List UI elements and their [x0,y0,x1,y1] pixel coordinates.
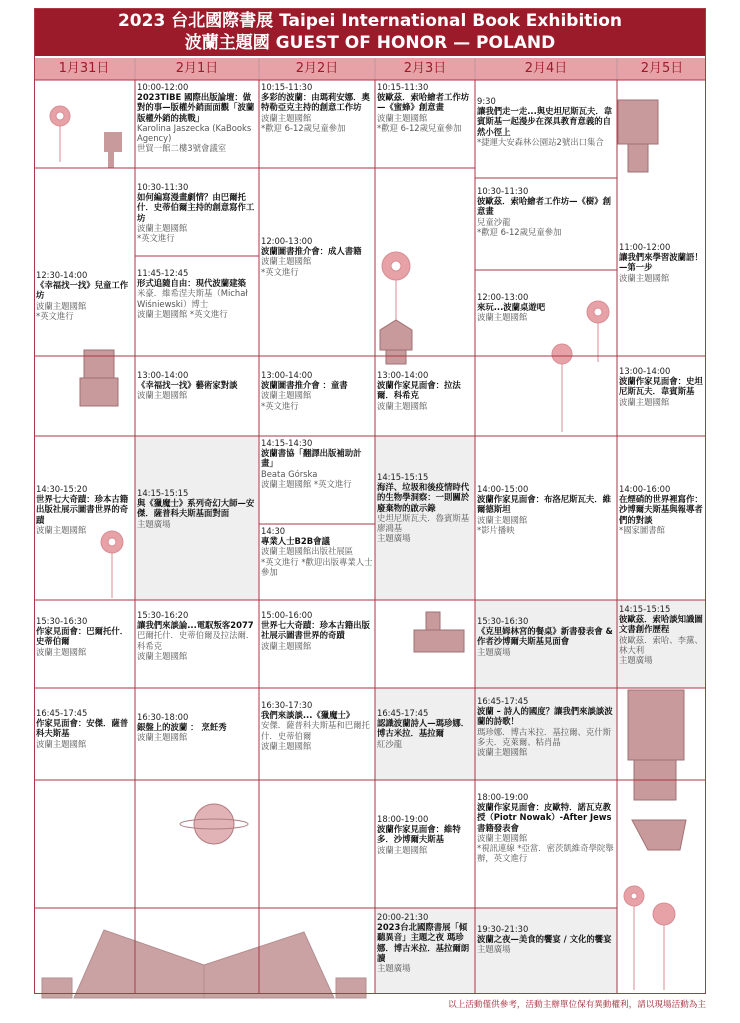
event-card[interactable] [377,912,473,992]
reading-figure-icon [628,690,686,850]
event-title: 波蘭作家見面會：維特多．沙博爾夫斯基 [377,824,461,845]
event-venue: 巴爾托什．史蒂伯爾及拉法爾．科希克 [137,630,255,651]
event-time: 15:00-16:00 [261,610,313,620]
event-time: 9:30 [477,96,496,106]
event-title: 《幸福找一找》藝術家對談 [137,380,238,391]
event-time: 14:15-14:30 [261,438,313,448]
event-title: 多彩的波蘭：由瑪莉安娜．奧特勒亞克主持的創意工作坊 [261,92,370,113]
event-title: 波蘭 – 詩人的國度？讓我們來談談波蘭的詩歌！ [477,706,613,727]
event-card[interactable] [137,712,257,768]
event-note: *歡迎 6-12歲兒童參加 [377,122,462,133]
event-note: *英文進行 [261,266,299,277]
day-header-1: 2月1日 [136,58,258,80]
event-venue: 波蘭主題國館 [137,390,188,401]
event-title: 波蘭作家見面會：史坦尼斯瓦夫．韋賓斯基 [619,376,703,397]
event-time: 14:00-16:00 [619,484,671,494]
event-title: 專業人士B2B會議 [261,536,330,547]
event-title: 作家見面會：巴爾托什．史蒂伯爾 [36,626,129,647]
event-time: 16:45-17:45 [477,696,529,706]
event-card[interactable] [261,438,373,522]
event-venue: 波蘭主題國館 [137,222,188,233]
day-header-3: 2月3日 [376,58,474,80]
event-time: 16:30-17:30 [261,700,313,710]
event-title: 與《獵魔士》系列奇幻大師—安傑．薩普科夫斯基面對面 [137,498,255,519]
event-venue: 波蘭主題國館 [261,640,312,651]
event-card[interactable] [137,82,257,166]
event-title: 海洋、垃圾和後疫情時代的生物學洞察：一則關於廢棄物的啟示錄 [377,482,470,513]
event-card[interactable] [477,484,615,548]
event-time: 14:15-15:15 [619,604,671,614]
event-note: *英文進行 [261,400,299,411]
event-card[interactable] [377,708,473,768]
event-venue: 波蘭主題國館 [377,400,428,411]
event-time: 16:30-18:00 [137,712,189,722]
planet-icon [180,804,248,844]
event-venue: 米豪．維希涅夫斯基（Michał Wiśniewski）博士 [137,288,248,309]
event-venue: 主題廣場 [477,944,511,955]
event-card[interactable] [477,792,615,904]
event-card[interactable] [377,472,473,572]
event-card[interactable] [619,366,705,434]
event-time: 13:00-14:00 [137,370,189,380]
event-venue: Beata Górska [261,468,318,479]
event-venue: 波蘭主題國館 [377,112,428,123]
event-title: 彼歐茲．索哈談知識圖文書創作歷程 [619,614,703,635]
event-venue: Karolina Jaszecka (KaBooks Agency) [137,122,252,144]
schedule-sheet [34,8,706,1012]
event-title: 讓我們來學習波蘭語！—第一步 [619,252,703,273]
event-time: 12:00-13:00 [477,292,529,302]
event-card[interactable] [261,370,373,434]
event-note: 波蘭主題國館 [137,650,188,661]
event-card[interactable] [261,526,373,598]
event-note: 波蘭主題國館 [477,747,528,758]
event-title: 如何編寫漫畫劇情？由巴爾托什．史蒂伯爾主持的創意寫作工坊 [137,192,255,223]
event-card[interactable] [261,700,373,776]
event-venue: 波蘭主題國館出版社展區 [261,546,354,557]
reading-figure-icon [380,320,412,364]
event-venue: 波蘭主題國館 [261,256,312,267]
event-note: 波蘭主題國館 [261,740,312,751]
event-note: *捷運大安森林公園站2號出口集合 [477,136,604,147]
event-venue: 主題廣場 [477,646,511,657]
flower-icon [624,886,675,990]
event-venue: 波蘭主題國館 [619,396,670,407]
event-title: 來玩...波蘭桌遊吧 [477,302,546,313]
event-time: 19:30-21:30 [477,924,529,934]
event-time: 11:45-12:45 [137,268,189,278]
event-note: 波蘭主題國館 *英文進行 [261,478,352,489]
event-time: 16:45-17:45 [36,708,88,718]
event-title: 我們來談談...《獵魔士》 [261,710,355,721]
event-time: 14:30-15:20 [36,484,88,494]
event-time: 16:45-17:45 [377,708,429,718]
event-title: 波蘭作家見面會：拉法爾．科希克 [377,380,461,401]
day-header-0: 1月31日 [34,58,134,80]
event-time: 14:15-15:15 [377,472,429,482]
event-title: 認識波蘭詩人—瑪珍娜．博古米拉．基拉爾 [377,718,470,739]
event-time: 11:00-12:00 [619,242,671,252]
event-time: 20:00-21:30 [377,912,429,922]
event-card[interactable] [36,270,132,354]
event-note: *視訊連線 *亞當．密茨凱維奇學院舉辦，英文進行 [477,843,614,864]
event-title: 2023台北國際書展「傾聽異音」主題之夜 瑪珍娜．博古米拉．基拉爾朗讀 [377,922,470,963]
event-time: 10:00-12:00 [137,82,189,92]
event-title: 波蘭圖書推介會 ：童書 [261,380,348,391]
flower-icon [382,252,410,330]
event-venue: 波蘭主題國館 [137,732,188,743]
event-venue: 彼歐茲．索哈、李黨、林大利 [619,634,703,655]
footer-disclaimer: 以上活動僅供參考，活動主辦單位保有異動權利，請以現場活動為主 [448,1000,706,1010]
event-venue: 安傑．薩普科夫斯基和巴爾托什．史蒂伯爾 [261,720,370,741]
event-time: 10:30-11:30 [477,186,529,196]
event-time: 15:30-16:20 [137,610,189,620]
event-card[interactable] [619,242,705,298]
event-card[interactable] [477,292,615,332]
event-venue: 主題廣場 [137,518,171,529]
event-card[interactable] [137,610,257,682]
event-card[interactable] [261,82,373,166]
event-card[interactable] [477,924,615,984]
event-title: 彼歐茲．索哈繪者工作坊—《樹》創意畫 [477,196,611,217]
event-venue: *國家圖書館 [619,524,666,535]
event-time: 18:00-19:00 [377,814,429,824]
event-note: *影片播映 [477,524,515,535]
banner [34,8,706,56]
event-note: *歡迎 6-12歲兒童參加 [261,122,346,133]
event-title: 《克里姆林宮的餐桌》新書發表會 & 作者沙博爾夫斯基見面會 [477,626,613,647]
day-header-5: 2月5日 [618,58,706,80]
event-title: 波蘭書協「翻譯出版補助計畫」 [261,448,362,469]
event-card[interactable] [36,616,132,676]
event-card[interactable] [137,488,257,548]
reading-figure-icon [414,612,464,652]
event-time: 10:15-11:30 [261,82,313,92]
day-header-row [34,58,706,80]
event-venue: 波蘭主題國館 [36,524,87,535]
event-venue: 波蘭主題國館 [477,832,528,843]
event-title: 銀盤上的波蘭 ： 烹飪秀 [137,722,227,733]
event-venue: 波蘭主題國館 [261,112,312,123]
reading-figure-icon [104,132,122,168]
event-venue: 波蘭主題國館 [36,300,87,311]
banner-title: 2023 台北國際書展 Taipei International Book Exhibition [117,11,623,31]
event-time: 13:00-14:00 [261,370,313,380]
event-note: *英文進行 [137,233,175,244]
day-header-4: 2月4日 [476,58,616,80]
event-title: 2023TIBE 國際出版論壇：做對的事—版權外銷面面觀「波蘭版權外銷的挑戰」 [137,92,255,123]
event-time: 13:00-14:00 [377,370,429,380]
event-title: 世界七大奇蹟：珍本古籍出版社展示圖書世界的奇蹟 [261,620,370,641]
event-card[interactable] [137,370,257,434]
event-time: 14:30 [261,526,286,536]
day-header-2: 2月2日 [260,58,374,80]
event-title: 波蘭作家見面會：皮歐特．諾瓦克教授（Piotr Nowak）-After Jews書籍發表會 [477,802,612,833]
event-title: 形式追隨自由：現代波蘭建築 [137,278,246,289]
event-note: *英文進行 [36,310,74,321]
event-venue: 波蘭主題國館 [477,312,528,323]
event-note: 主題廣場 [377,533,411,544]
event-title: 波蘭作家見面會：布洛尼斯瓦夫．維爾德斯坦 [477,494,611,515]
event-note: 世貿一館二樓3號會議室 [137,143,227,154]
event-title: 《幸福找一找》兒童工作坊 [36,280,129,301]
event-card[interactable] [377,370,473,434]
event-time: 12:00-13:00 [261,236,313,246]
flower-icon [50,106,70,162]
event-title: 讓我們走一走...與史坦尼斯瓦夫．韋賓斯基一起漫步在深具教育意義的自然小徑上 [477,106,613,137]
event-time: 15:30-16:30 [36,616,88,626]
event-venue: 波蘭主題國館 [36,738,87,749]
event-time: 13:00-14:00 [619,366,671,376]
event-venue: 紅沙龍 [377,738,403,749]
event-card[interactable] [36,708,132,768]
event-card[interactable] [619,604,705,686]
event-title: 作家見面會：安傑．薩普科夫斯基 [36,718,129,739]
event-card[interactable] [477,186,615,268]
reading-figure-icon [618,100,658,172]
event-time: 14:15-15:15 [137,488,189,498]
event-venue: 波蘭主題國館 [261,390,312,401]
event-title: 波蘭之夜—美食的饗宴 / 文化的饗宴 [477,934,612,945]
event-venue: 波蘭主題國館 [36,646,87,657]
event-card[interactable] [477,616,615,676]
event-card[interactable] [261,610,373,682]
event-time: 12:30-14:00 [36,270,88,280]
event-time: 14:00-15:00 [477,484,529,494]
banner-subtitle: 波蘭主題國 GUEST OF HONOR — POLAND [184,33,556,53]
event-note: 主題廣場 [619,655,653,666]
event-title: 波蘭圖書推介會：成人書籍 [261,246,362,257]
event-card[interactable] [477,96,615,176]
event-venue: 瑪珍娜．博古米拉．基拉爾、克什斯多夫．克萊爾、粘肖晶 [477,726,611,747]
event-time: 10:15-11:30 [377,82,429,92]
event-card[interactable] [619,484,705,554]
event-card[interactable] [261,236,373,286]
event-note: 波蘭主題國館 *英文進行 [137,308,228,319]
event-card[interactable] [477,696,615,776]
event-time: 18:00-19:00 [477,792,529,802]
open-book-icon [42,930,366,998]
event-note: *英文進行 *歡迎出版專業人士參加 [261,556,373,577]
event-title: 讓我們來談論...電馭叛客2077 [137,620,254,631]
event-title: 彼歐茲．索哈繪者工作坊—《蜜蜂》創意畫 [377,92,470,113]
reading-figure-icon [80,350,118,406]
event-card[interactable] [36,484,132,554]
event-time: 15:30-16:30 [477,616,529,626]
event-venue: 波蘭主題國館 [619,272,670,283]
event-title: 世界七大奇蹟：珍本古籍出版社展示圖書世界的奇蹟 [36,494,129,525]
event-time: 10:30-11:30 [137,182,189,192]
event-card[interactable] [377,814,473,874]
event-venue: 兒童沙龍 [477,216,511,227]
event-card[interactable] [137,182,257,254]
event-note: *歡迎 6-12歲兒童參加 [477,226,562,237]
event-venue: 波蘭主題國館 [477,514,528,525]
event-card[interactable] [137,268,257,354]
event-card[interactable] [377,82,473,166]
event-title: 在煙硝的世界裡寫作：沙博爾夫斯基與報導者們的對談 [619,494,703,525]
event-venue: 史坦尼斯瓦夫．魯賓斯基 廖鴻基 [377,512,470,534]
event-venue: 波蘭主題國館 [377,844,428,855]
event-venue: 主題廣場 [377,963,411,974]
